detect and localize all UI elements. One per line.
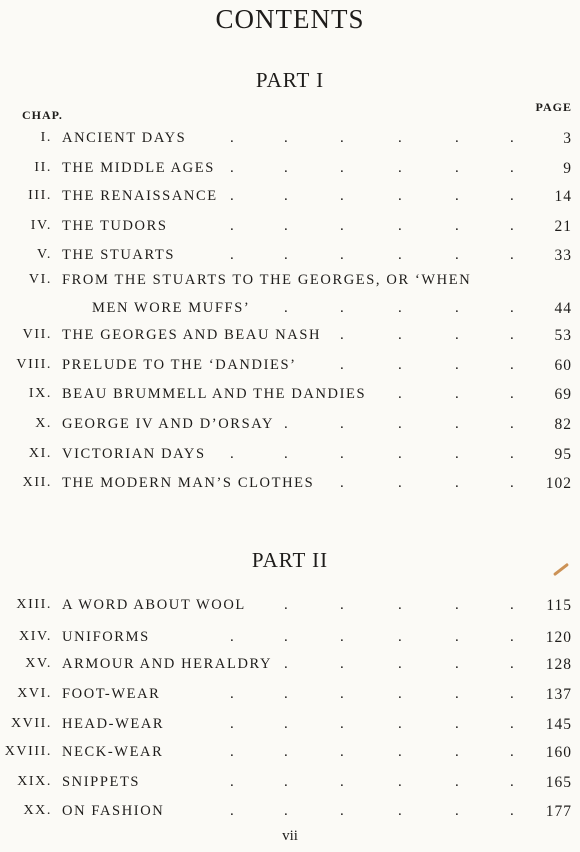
leader-dot: .	[455, 188, 459, 204]
chapter-number: XVII.	[10, 716, 52, 731]
leader-dot: .	[340, 803, 344, 819]
leader-dot: .	[284, 744, 288, 760]
leader-dot: .	[398, 686, 402, 702]
leader-dot: .	[398, 247, 402, 263]
leader-dot: .	[455, 774, 459, 790]
leader-dot: .	[455, 597, 459, 613]
leader-dot: .	[455, 300, 459, 316]
leader-dot: .	[510, 300, 514, 316]
leader-dot: .	[398, 188, 402, 204]
leader-dot: .	[510, 686, 514, 702]
leader-dot: .	[398, 357, 402, 373]
leader-dot: .	[284, 803, 288, 819]
leader-dot: .	[455, 744, 459, 760]
leader-dot: .	[510, 475, 514, 491]
leader-dot: .	[398, 629, 402, 645]
chapter-number: XVIII.	[4, 744, 52, 759]
leader-dot: .	[455, 716, 459, 732]
toc-entry	[0, 656, 580, 678]
chapter-number: XII.	[22, 475, 52, 490]
leader-dot: .	[284, 446, 288, 462]
leader-dot: .	[284, 247, 288, 263]
leader-dot: .	[398, 716, 402, 732]
leader-dot: .	[340, 716, 344, 732]
page-number-value: 44	[554, 300, 572, 317]
toc-entry	[0, 629, 580, 651]
leader-dot: .	[230, 803, 234, 819]
leader-dot: .	[398, 218, 402, 234]
leader-dot: .	[510, 803, 514, 819]
page-number-value: 102	[545, 475, 572, 492]
toc-entry	[0, 130, 580, 152]
leader-dot: .	[455, 416, 459, 432]
leader-dot: .	[455, 247, 459, 263]
leader-dot: .	[455, 130, 459, 146]
leader-dot: .	[398, 803, 402, 819]
leader-dot: .	[284, 188, 288, 204]
leader-dot: .	[284, 774, 288, 790]
leader-dot: .	[284, 160, 288, 176]
page-number-value: 95	[554, 446, 572, 463]
chapter-number: VII.	[22, 327, 52, 342]
chapter-title: BEAU BRUMMELL AND THE DANDIES	[62, 386, 367, 402]
leader-dot: .	[284, 300, 288, 316]
chapter-title: SNIPPETS	[62, 774, 141, 790]
leader-dot: .	[230, 686, 234, 702]
leader-dot: .	[510, 656, 514, 672]
leader-dot: .	[230, 130, 234, 146]
leader-dot: .	[284, 597, 288, 613]
leader-dot: .	[398, 130, 402, 146]
leader-dot: .	[398, 160, 402, 176]
page-number-value: 120	[545, 629, 572, 646]
leader-dot: .	[340, 629, 344, 645]
leader-dot: .	[510, 130, 514, 146]
leader-dot: .	[340, 300, 344, 316]
leader-dot: .	[284, 629, 288, 645]
leader-dot: .	[398, 446, 402, 462]
page-number: vii	[282, 828, 298, 844]
toc-entry	[0, 803, 580, 825]
chapter-title: ANCIENT DAYS	[62, 130, 187, 146]
toc-entry	[0, 160, 580, 182]
leader-dot: .	[340, 446, 344, 462]
leader-dot: .	[455, 160, 459, 176]
chapter-title-continued: MEN WORE MUFFS’	[92, 300, 251, 316]
leader-dot: .	[340, 744, 344, 760]
toc-entry	[0, 475, 580, 497]
leader-dot: .	[398, 656, 402, 672]
leader-dot: .	[510, 744, 514, 760]
chapter-number: XIX.	[17, 774, 52, 789]
toc-entry-continuation	[0, 300, 580, 322]
chapter-number: X.	[35, 416, 52, 431]
leader-dot: .	[455, 327, 459, 343]
chapter-title: FROM THE STUARTS TO THE GEORGES, OR ‘WHEN	[62, 272, 472, 288]
toc-entry	[0, 416, 580, 438]
leader-dot: .	[510, 327, 514, 343]
leader-dot: .	[510, 386, 514, 402]
leader-dot: .	[398, 416, 402, 432]
chapter-number: III.	[28, 188, 52, 203]
chapter-title: FOOT-WEAR	[62, 686, 161, 702]
toc-entry	[0, 188, 580, 210]
page-number-value: 9	[563, 160, 572, 177]
chapter-title: NECK-WEAR	[62, 744, 164, 760]
leader-dot: .	[340, 327, 344, 343]
chapter-title: GEORGE IV AND D’ORSAY	[62, 416, 275, 432]
leader-dot: .	[510, 160, 514, 176]
leader-dot: .	[510, 247, 514, 263]
page-number-value: 60	[554, 357, 572, 374]
toc-entry	[0, 386, 580, 408]
chapter-number: II.	[34, 160, 52, 175]
leader-dot: .	[455, 803, 459, 819]
leader-dot: .	[455, 629, 459, 645]
leader-dot: .	[510, 774, 514, 790]
leader-dot: .	[510, 629, 514, 645]
chapter-number: VI.	[28, 272, 52, 287]
leader-dot: .	[398, 774, 402, 790]
leader-dot: .	[230, 247, 234, 263]
leader-dot: .	[398, 744, 402, 760]
leader-dot: .	[455, 446, 459, 462]
leader-dot: .	[230, 218, 234, 234]
chapter-title: ARMOUR AND HERALDRY	[62, 656, 273, 672]
toc-entry	[0, 247, 580, 269]
page-number-value: 53	[554, 327, 572, 344]
leader-dot: .	[230, 446, 234, 462]
page-number-value: 14	[554, 188, 572, 205]
page-number-value: 160	[545, 744, 572, 761]
leader-dot: .	[340, 597, 344, 613]
part-heading-1: PART I	[255, 68, 325, 92]
page-number-value: 165	[545, 774, 572, 791]
chapter-title: PRELUDE TO THE ‘DANDIES’	[62, 357, 297, 373]
part-heading-2: PART II	[251, 548, 329, 572]
chapter-number: XVI.	[17, 686, 52, 701]
chapter-column-label: CHAP.	[22, 108, 63, 122]
page-number-value: 145	[545, 716, 572, 733]
chapter-number: IX.	[28, 386, 52, 401]
toc-entry	[0, 357, 580, 379]
leader-dot: .	[398, 300, 402, 316]
leader-dot: .	[284, 656, 288, 672]
leader-dot: .	[230, 744, 234, 760]
page-number-value: 177	[545, 803, 572, 820]
leader-dot: .	[340, 160, 344, 176]
leader-dot: .	[455, 218, 459, 234]
leader-dot: .	[340, 416, 344, 432]
leader-dot: .	[284, 130, 288, 146]
page-number-value: 82	[554, 416, 572, 433]
chapter-number: XIV.	[19, 629, 52, 644]
leader-dot: .	[510, 188, 514, 204]
chapter-title: A WORD ABOUT WOOL	[62, 597, 246, 613]
chapter-title: THE GEORGES AND BEAU NASH	[62, 327, 322, 343]
leader-dot: .	[510, 597, 514, 613]
leader-dot: .	[340, 774, 344, 790]
page-title: CONTENTS	[215, 4, 365, 34]
leader-dot: .	[284, 218, 288, 234]
leader-dot: .	[340, 475, 344, 491]
chapter-number: V.	[36, 247, 52, 262]
leader-dot: .	[340, 218, 344, 234]
leader-dot: .	[510, 357, 514, 373]
chapter-title: THE TUDORS	[62, 218, 168, 234]
leader-dot: .	[340, 686, 344, 702]
chapter-number: I.	[40, 130, 52, 145]
chapter-title: THE MIDDLE AGES	[62, 160, 215, 176]
chapter-number: XX.	[23, 803, 52, 818]
leader-dot: .	[230, 188, 234, 204]
leader-dot: .	[340, 247, 344, 263]
page-number-value: 33	[554, 247, 572, 264]
page-number-value: 69	[554, 386, 572, 403]
chapter-title: THE STUARTS	[62, 247, 175, 263]
leader-dot: .	[340, 656, 344, 672]
leader-dot: .	[455, 357, 459, 373]
leader-dot: .	[510, 218, 514, 234]
toc-entry	[0, 272, 580, 294]
leader-dot: .	[398, 327, 402, 343]
leader-dot: .	[284, 686, 288, 702]
leader-dot: .	[510, 446, 514, 462]
chapter-number: XV.	[25, 656, 52, 671]
page-column-label: PAGE	[535, 100, 572, 114]
leader-dot: .	[510, 416, 514, 432]
chapter-title: THE RENAISSANCE	[62, 188, 218, 204]
toc-entry	[0, 686, 580, 708]
leader-dot: .	[230, 716, 234, 732]
page-number-value: 137	[545, 686, 572, 703]
page-number-value: 115	[546, 597, 572, 614]
leader-dot: .	[340, 357, 344, 373]
page-number-value: 128	[545, 656, 572, 673]
toc-entry	[0, 597, 580, 619]
leader-dot: .	[398, 386, 402, 402]
chapter-number: XI.	[28, 446, 52, 461]
chapter-title: THE MODERN MAN’S CLOTHES	[62, 475, 315, 491]
leader-dot: .	[230, 160, 234, 176]
leader-dot: .	[284, 416, 288, 432]
page-number-value: 21	[554, 218, 572, 235]
toc-entry	[0, 774, 580, 796]
leader-dot: .	[398, 475, 402, 491]
leader-dot: .	[340, 188, 344, 204]
chapter-number: IV.	[30, 218, 52, 233]
leader-dot: .	[230, 774, 234, 790]
toc-entry	[0, 744, 580, 766]
chapter-title: ON FASHION	[62, 803, 165, 819]
toc-entry	[0, 218, 580, 240]
leader-dot: .	[230, 629, 234, 645]
chapter-title: UNIFORMS	[62, 629, 150, 645]
toc-entry	[0, 446, 580, 468]
leader-dot: .	[455, 386, 459, 402]
chapter-title: VICTORIAN DAYS	[62, 446, 206, 462]
leader-dot: .	[455, 686, 459, 702]
leader-dot: .	[340, 130, 344, 146]
chapter-title: HEAD-WEAR	[62, 716, 165, 732]
leader-dot: .	[455, 475, 459, 491]
page-number-value: 3	[563, 130, 572, 147]
leader-dot: .	[510, 716, 514, 732]
chapter-number: XIII.	[16, 597, 52, 612]
leader-dot: .	[455, 656, 459, 672]
chapter-number: VIII.	[16, 357, 52, 372]
leader-dot: .	[398, 597, 402, 613]
toc-entry	[0, 716, 580, 738]
leader-dot: .	[284, 716, 288, 732]
toc-entry	[0, 327, 580, 349]
